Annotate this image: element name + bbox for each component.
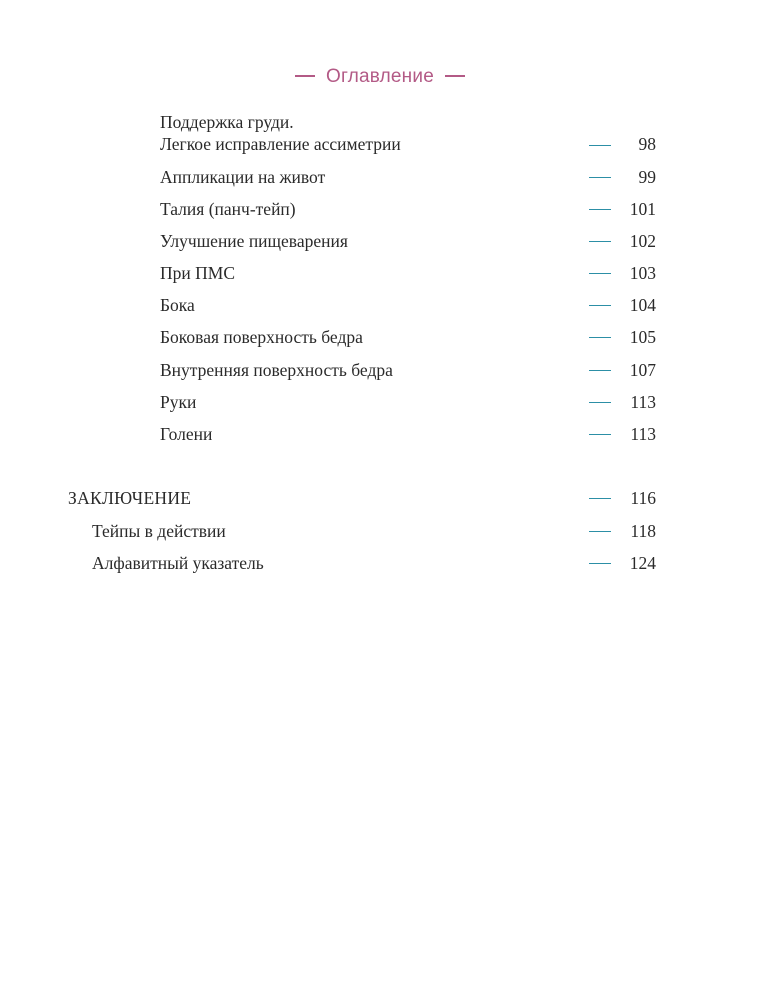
toc-leader <box>589 177 611 178</box>
header-dash-right <box>445 75 465 77</box>
toc-section-conclusion[interactable]: ЗАКЛЮЧЕНИЕ <box>68 488 192 508</box>
toc-entry-digestion[interactable]: Улучшение пищеварения <box>160 231 348 251</box>
toc-entry-abdomen[interactable]: Аппликации на живот <box>160 167 326 187</box>
toc-page-number: 98 <box>638 134 656 154</box>
toc-entry-pms[interactable]: При ПМС <box>160 263 235 283</box>
toc-header <box>0 66 760 88</box>
toc-leader <box>589 241 611 242</box>
toc-leader <box>589 145 611 146</box>
toc-entry-arms[interactable]: Руки <box>160 392 197 412</box>
header-dash-left <box>295 75 315 77</box>
toc-entry-inner-thigh[interactable]: Внутренняя поверхность бедра <box>160 360 393 380</box>
toc-page-number: 105 <box>629 327 656 347</box>
toc-leader <box>589 370 611 371</box>
toc-title: Оглавление <box>326 66 434 87</box>
toc-entry-index[interactable]: Алфавитный указатель <box>92 553 264 573</box>
toc-entry-breast-support-line1[interactable]: Поддержка груди. <box>160 112 294 132</box>
toc-page-number: 118 <box>630 521 656 541</box>
toc-entry-shins[interactable]: Голени <box>160 424 213 444</box>
toc-page-number: 116 <box>630 488 656 508</box>
toc-entry-waist[interactable]: Талия (панч-тейп) <box>160 199 296 219</box>
toc-page-number: 103 <box>629 263 656 283</box>
toc-leader <box>589 498 611 499</box>
toc-leader <box>589 273 611 274</box>
toc-leader <box>589 531 611 532</box>
toc-page-number: 124 <box>629 553 656 573</box>
toc-entry-outer-thigh[interactable]: Боковая поверхность бедра <box>160 327 363 347</box>
toc-leader <box>589 337 611 338</box>
toc-leader <box>589 209 611 210</box>
toc-entry-tapes-in-action[interactable]: Тейпы в действии <box>92 521 226 541</box>
toc-entry-sides[interactable]: Бока <box>160 295 195 315</box>
toc-page-number: 113 <box>630 392 656 412</box>
toc-page-number: 107 <box>629 360 656 380</box>
toc-page-number: 104 <box>629 295 656 315</box>
toc-leader <box>589 402 611 403</box>
toc-leader <box>589 305 611 306</box>
toc-page-number: 102 <box>629 231 656 251</box>
toc-page-number: 99 <box>638 167 656 187</box>
toc-leader <box>589 563 611 564</box>
toc-page-number: 101 <box>629 199 656 219</box>
toc-page-number: 113 <box>630 424 656 444</box>
toc-entry-breast-support-line2[interactable]: Легкое исправление ассиметрии <box>160 134 401 154</box>
toc-leader <box>589 434 611 435</box>
